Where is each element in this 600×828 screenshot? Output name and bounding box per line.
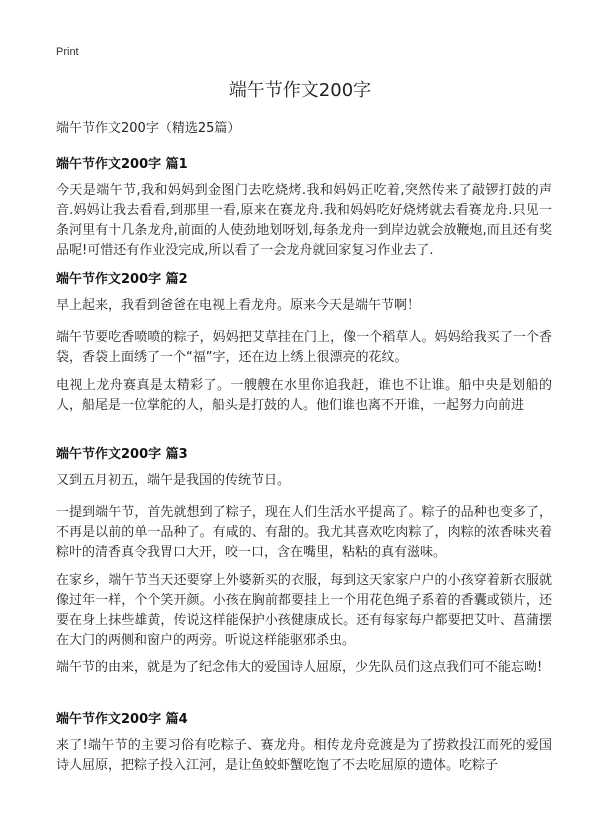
section-4-paragraph-1: 来了!端午节的主要习俗有吃粽子、赛龙舟。相传龙舟竞渡是为了捞救投江而死的爱国诗人屈原，把粽子投入江河，是让鱼蛟虾蟹吃饱了不去吃屈原的遗体。吃粽子 <box>56 738 552 773</box>
section-heading-2: 端午节作文200字 篇2 <box>56 272 188 287</box>
section-2-paragraph-1: 早上起来，我看到爸爸在电视上看龙舟。原来今天是端午节啊！ <box>56 298 421 313</box>
section-3-paragraph-1: 又到五月初五，端午是我国的传统节日。 <box>56 473 291 488</box>
section-2-paragraph-2: 端午节要吃香喷喷的粽子，妈妈把艾草挂在门上，像一个稻草人。妈妈给我买了一个香袋，香袋上面绣了一个“福”字，还在边上绣上很漂亮的花纹。 <box>56 330 552 365</box>
section-3-paragraph-2: 一提到端午节，首先就想到了粽子，现在人们生活水平提高了。粽子的品种也变多了，不再是以前的单一品种了。有咸的、有甜的。我尤其喜欢吃肉粽了，肉粽的浓香味夹着粽叶的清香真令我胃口大开，咬一口，含在嘴里，粘粘的真有滋味。 <box>56 505 552 560</box>
section-3-paragraph-4: 端午节的由来，就是为了纪念伟大的爱国诗人屈原，少先队员们这点我们可不能忘呦! <box>56 660 543 675</box>
section-heading-4: 端午节作文200字 篇4 <box>56 712 188 727</box>
section-heading-3: 端午节作文200字 篇3 <box>56 447 188 462</box>
document-subtitle: 端午节作文200字（精选25篇） <box>56 121 241 136</box>
document-title: 端午节作文200字 <box>228 80 372 101</box>
section-3-paragraph-3: 在家乡，端午节当天还要穿上外婆新买的衣服，每到这天家家户户的小孩穿着新衣服就像过年一样，个个笑开颜。小孩在胸前都要挂上一个用花色绳子系着的香囊或锁片，还要在身上抹些雄黄，传说这样能保护小孩健康成长。还有每家每户都要把艾叶、菖蒲摆在大门的两侧和窗户的两旁。听说这样能驱邪杀虫。 <box>56 573 552 648</box>
section-1-paragraph-1: 今天是端午节,我和妈妈到金图门去吃烧烤.我和妈妈正吃着,突然传来了敲锣打鼓的声音.妈妈让我去看看,到那里一看,原来在赛龙舟.我和妈妈吃好烧烤就去看赛龙舟.只见一条河里有十几条龙舟,前面的人使劲地划呀划,每条龙舟一到岸边就会放鞭炮,而且还有奖品呢!可惜还有作业没完成,所以看了一会龙舟就回家复习作业去了. <box>56 183 552 258</box>
section-2-paragraph-3: 电视上龙舟赛真是太精彩了。一艘艘在水里你追我赶，谁也不让谁。船中央是划船的人，船尾是一位掌舵的人，船头是打鼓的人。他们谁也离不开谁，一起努力向前进 <box>56 378 552 413</box>
print-label[interactable]: Print <box>56 46 79 58</box>
section-heading-1: 端午节作文200字 篇1 <box>56 157 188 172</box>
